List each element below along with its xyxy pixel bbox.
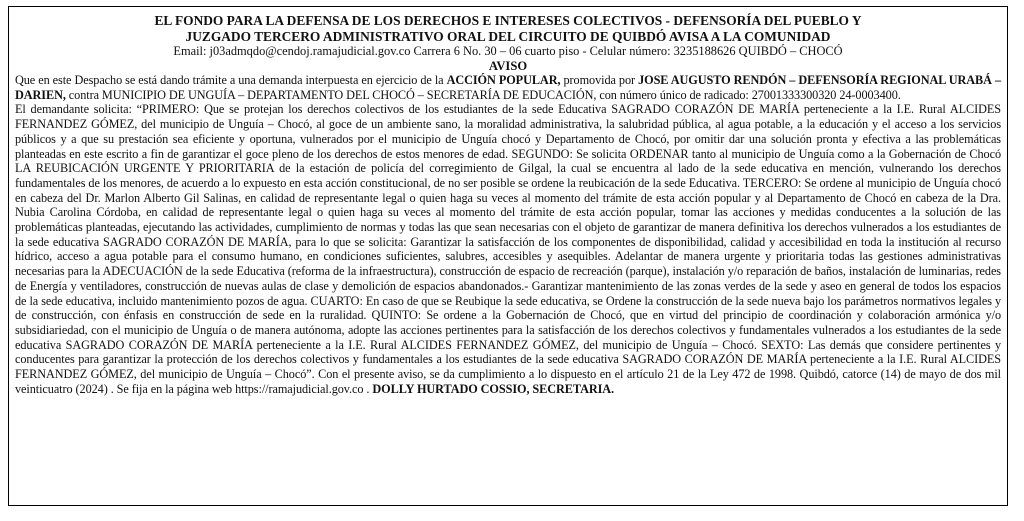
aviso-heading: AVISO <box>488 59 528 73</box>
intro-text-1: Que en este Despacho se está dando trámite a una demanda interpuesta en ejercicio de la <box>15 73 447 87</box>
notice-title-line-1: EL FONDO PARA LA DEFENSA DE LOS DERECHOS E INTERESES COLECTIVOS - DEFENSORÍA DEL PUEBLO Y <box>154 13 862 28</box>
intro-paragraph <box>15 73 1001 102</box>
intro-text-2: promovida por <box>560 73 639 87</box>
promoter-name: JOSE AUGUSTO RENDÓN – DEFENSORÍA REGIONAL URABÁ –DARIEN, <box>15 73 1002 102</box>
contact-line: Email: j03admqdo@cendoj.ramajudicial.gov.co Carrera 6 No. 30 – 06 cuarto piso - Celular número: 3235188626 QUIBDÓ – CHOCÓ <box>173 44 843 58</box>
petition-paragraph <box>15 102 1001 396</box>
legal-notice <box>8 6 1008 506</box>
action-name: ACCIÓN POPULAR, <box>446 73 561 87</box>
notice-title-line-2: JUZGADO TERCERO ADMINISTRATIVO ORAL DEL CIRCUITO DE QUIBDÓ AVISA A LA COMUNIDAD <box>185 28 831 44</box>
petition-text: El demandante solicita: “PRIMERO: Que se protejan los derechos colectivos de los estudiantes de la sede Educativa SAGRADO CORAZÓN DE MARÍA perteneciente a la I.E. Rural ALCIDES FERNANDEZ GÓMEZ, del municipio de Unguía – Chocó, al goce de un ambiente sano, la moralidad administrativa, la salubridad pública, al agua potable, a la educación y el acceso a los servicios públicos y a que su prestación sea eficiente y oportuna, vulnerados por el municipio de Unguía chocó y Departamento de Chocó, por omitir dar una solución pronta y efectiva a las problemáticas planteadas en este escrito a fin de garantizar el goce pleno de los derechos de estos menores de edad. SEGUNDO: Se solicita ORDENAR tanto al municipio de Unguía como a la Gobernación de Chocó LA REUBICACIÓN URGENTE Y PRIORITARIA de la estación de policía del corregimiento de Gilgal, la cual se encuentra al lado de la sede educativa en mención, vulnerando los derechos fundamentales de los menores, de acuerdo a lo expuesto en esta acción constitucional, de no ser posible se ordene la reubicación de la sede Educativa. TERCERO: Se ordene al municipio de Unguía chocó en cabeza del Dr. Marlon Alberto Gil Salinas, en calidad de representante legal o quien haga su veces al momento del trámite de esta acción popular y al Departamento de Chocó en cabeza de la Dra. Nubia Carolina Córdoba, en calidad de representante legal o quien haga su veces al momento del trámite de esta acción popular, tomar las acciones y medidas conducentes a la solución de las problemáticas planteadas, ejecutando las actividades, cumplimiento de normas y todas las que sean necesarias con el objeto de garantizar de manera definitiva los derechos vulnerados a los estudiantes de la sede educativa SAGRADO CORAZÓN DE MARÍA, para lo que se solicita: Garantizar la satisfacción de los componentes de disponibilidad, calidad y accesibilidad en toda la institución al recurso hídrico, acceso a agua potable para el consumo humano, en condiciones suficientes, salubres, accesibles y asequibles. Adelantar de manera urgente y prioritaria todas las gestiones administrativas necesarias para la ADECUACIÓN de la sede Educativa (reforma de la infraestructura), construcción de espacio de recreación (parque), instalación y/o reparación de baños, instalación de luminarias, redes de Energía y ventiladores, construcción de nuevas aulas de clase y demolición de espacios abandonados.- Garantizar mantenimiento de las zonas verdes de la sede y aseo en general de todos los espacios de la sede educativa, incluido mantenimiento pozos de agua. CUARTO: En caso de que se Reubique la sede educativa, se Ordene la construcción de la sede nueva bajo los parámetros normativos legales y de construcción, con énfasis en construcción de sede en la ruralidad. QUINTO: Se ordene a la Gobernación de Chocó, que en virtud del principio de coordinación y colaboración armónica y/o subsidiariedad, con el municipio de Unguía o de manera autónoma, adopte las acciones pertinentes para la satisfacción de los derechos colectivos y fundamentales vulnerados a los estudiantes de la sede educativa SAGRADO CORAZÓN DE MARÍA perteneciente a la I.E. Rural ALCIDES FERNANDEZ GÓMEZ, del municipio de Unguía – Chocó. SEXTO: Las demás que considere pertinentes y conducentes para garantizar la protección de los derechos colectivos y fundamentales a los estudiantes de la sede educativa SAGRADO CORAZÓN DE MARÍA perteneciente a la I.E. Rural ALCIDES FERNANDEZ GÓMEZ, del municipio de Unguía – Chocó”. Con el presente aviso, se da cumplimiento a lo dispuesto en el artículo 21 de la Ley 472 de 1998. Quibdó, catorce (14) de mayo de dos mil veinticuatro (2024) . Se fija en la página web https://ramajudicial.gov.co . <box>15 102 1001 396</box>
signature: DOLLY HURTADO COSSIO, SECRETARIA. <box>372 381 615 396</box>
intro-text-3: contra MUNICIPIO DE UNGUÍA – DEPARTAMENTO DEL CHOCÓ – SECRETARÍA DE EDUCACIÓN, con número único de radicado: 27001333300320 24-0003400. <box>65 87 901 102</box>
